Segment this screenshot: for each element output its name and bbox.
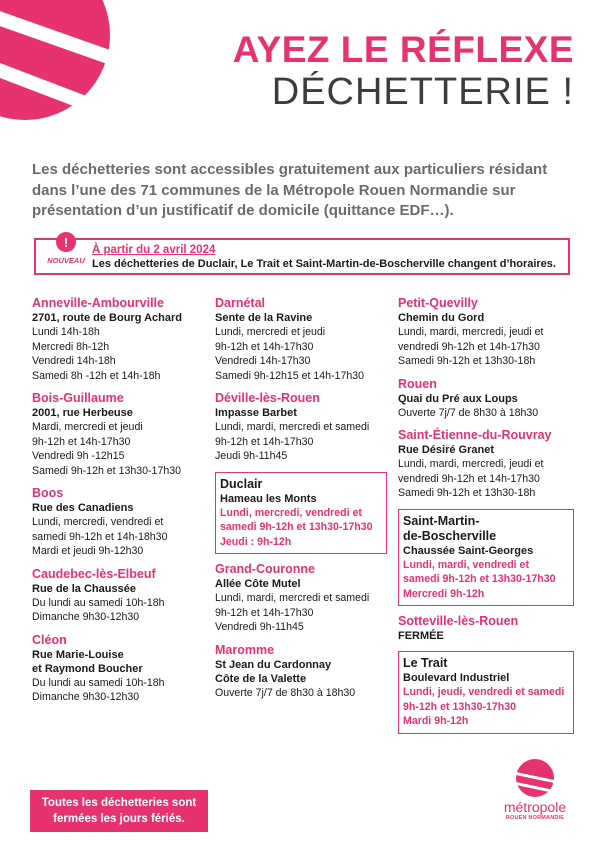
site-address: Impasse Barbet bbox=[215, 407, 297, 419]
opening-hours: Mercredi 8h-12h bbox=[32, 340, 110, 353]
opening-hours: Samedi 9h-12h15 et 14h-17h30 bbox=[215, 369, 365, 382]
svg-text:!: ! bbox=[63, 235, 69, 250]
new-opening-hours: 9h-12h et 13h30-17h30 bbox=[403, 700, 517, 713]
site-address: Chaussée Saint-Georges bbox=[403, 544, 534, 557]
site-name: Sotteville-lès-Rouen bbox=[398, 614, 519, 628]
site-entry bbox=[398, 509, 574, 607]
site-name: Rouen bbox=[398, 376, 437, 391]
site-name: Caudebec-lès-Elbeuf bbox=[32, 566, 156, 581]
metropole-logo-icon bbox=[513, 758, 557, 798]
site-entry bbox=[215, 296, 387, 383]
title-line-1: AYEZ LE RÉFLEXE bbox=[232, 29, 574, 70]
site-name: Le Trait bbox=[403, 656, 448, 670]
new-opening-hours: samedi 9h-12h et 13h30-17h30 bbox=[403, 573, 556, 585]
opening-hours: samedi 9h-12h et 14h-18h30 bbox=[32, 530, 168, 543]
site-address: Hameau les Monts bbox=[220, 492, 317, 505]
column-2 bbox=[215, 296, 387, 708]
opening-hours: Mardi, mercredi et jeudi bbox=[32, 421, 143, 433]
opening-hours: Du lundi au samedi 10h-18h bbox=[32, 596, 165, 609]
column-1 bbox=[32, 296, 202, 713]
site-address: Rue des Canadiens bbox=[32, 502, 134, 514]
opening-hours: Samedi 8h -12h et 14h-18h bbox=[32, 369, 161, 382]
site-name: Maromme bbox=[215, 642, 275, 657]
new-opening-hours: Jeudi : 9h-12h bbox=[220, 535, 292, 548]
site-name: Darnétal bbox=[215, 296, 266, 310]
site-entry bbox=[32, 486, 202, 559]
site-address: Rue Désiré Granet bbox=[398, 444, 494, 456]
opening-hours: Vendredi 9h -12h15 bbox=[32, 450, 125, 462]
notice-text: Les déchetteries de Duclair, Le Trait et Saint-Martin-de-Boscherville changent d’horaires. bbox=[92, 258, 556, 270]
opening-hours: Samedi 9h-12h et 13h30-18h bbox=[398, 355, 536, 367]
column-3 bbox=[398, 296, 574, 742]
opening-hours: 9h-12h et 14h-17h30 bbox=[215, 340, 314, 353]
site-address: Côte de la Valette bbox=[215, 672, 307, 685]
opening-hours: vendredi 9h-12h et 14h-17h30 bbox=[398, 472, 540, 485]
new-opening-hours: Lundi, mardi, vendredi et bbox=[403, 558, 529, 571]
opening-hours: Vendredi 14h-18h bbox=[32, 355, 116, 367]
new-opening-hours: Lundi, mercredi, vendredi et bbox=[220, 506, 362, 519]
site-address: et Raymond Boucher bbox=[32, 662, 143, 675]
site-name: Cléon bbox=[32, 632, 67, 647]
opening-hours: Vendredi 9h-11h45 bbox=[215, 621, 304, 633]
notice-date: À partir du 2 avril 2024 bbox=[92, 244, 216, 256]
site-name: Duclair bbox=[220, 476, 263, 491]
site-name: Boos bbox=[32, 486, 64, 500]
opening-hours: Mardi et jeudi 9h-12h30 bbox=[32, 545, 144, 557]
site-address: Boulevard Industriel bbox=[403, 672, 510, 684]
site-entry bbox=[398, 377, 574, 421]
site-name: Anneville-Ambourville bbox=[32, 296, 164, 310]
site-name: Petit-Quevilly bbox=[398, 296, 478, 310]
opening-hours: 9h-12h et 14h-17h30 bbox=[215, 606, 314, 619]
opening-hours: Lundi, mercredi et jeudi bbox=[215, 326, 326, 338]
new-badge-icon bbox=[40, 230, 92, 270]
logo-name: métropole bbox=[503, 799, 567, 815]
site-address: Rue de la Chaussée bbox=[32, 582, 136, 595]
site-address: Allée Côte Mutel bbox=[215, 578, 301, 590]
title-line-2: DÉCHETTERIE ! bbox=[271, 71, 574, 113]
opening-hours: Lundi, mardi, mercredi, jeudi et bbox=[398, 326, 544, 338]
opening-hours: Lundi, mardi, mercredi et samedi bbox=[215, 592, 370, 604]
site-name: Bois-Guillaume bbox=[32, 391, 124, 405]
site-name: Grand-Couronne bbox=[215, 562, 315, 576]
page-title bbox=[233, 30, 574, 114]
notice-box bbox=[34, 235, 570, 275]
site-name: Saint-Martin- bbox=[403, 513, 480, 528]
holiday-notice: Toutes les déchetteries sont fermées les jours fériés. bbox=[30, 790, 208, 832]
opening-hours: Samedi 9h-12h et 13h30-17h30 bbox=[32, 464, 182, 477]
opening-hours: Ouverte 7j/7 de 8h30 à 18h30 bbox=[215, 686, 356, 699]
opening-hours: Lundi, mardi, mercredi, jeudi et bbox=[398, 458, 544, 470]
site-entry bbox=[32, 296, 202, 383]
new-opening-hours: samedi 9h-12h et 13h30-17h30 bbox=[220, 521, 373, 533]
site-entry bbox=[32, 391, 202, 478]
opening-hours: Dimanche 9h30-12h30 bbox=[32, 691, 140, 703]
opening-hours: Lundi, mardi, mercredi et samedi bbox=[215, 421, 370, 433]
site-entry bbox=[398, 296, 574, 369]
site-entry bbox=[32, 633, 202, 705]
opening-hours: Ouverte 7j/7 de 8h30 à 18h30 bbox=[398, 406, 539, 419]
opening-hours: Dimanche 9h30-12h30 bbox=[32, 611, 140, 623]
opening-hours: Vendredi 14h-17h30 bbox=[215, 355, 311, 367]
new-opening-hours: Lundi, jeudi, vendredi et samedi bbox=[403, 686, 565, 698]
site-entry bbox=[215, 391, 387, 464]
site-name: Saint-Étienne-du-Rouvray bbox=[398, 428, 552, 442]
logo-subtitle: ROUEN NORMANDIE bbox=[505, 815, 565, 821]
site-address: Rue Marie-Louise bbox=[32, 648, 124, 661]
site-address: St Jean du Cardonnay bbox=[215, 658, 332, 671]
opening-hours: 9h-12h et 14h-17h30 bbox=[215, 435, 314, 448]
site-entry bbox=[398, 651, 574, 734]
site-address: Chemin du Gord bbox=[398, 312, 485, 324]
site-name: de-Boscherville bbox=[403, 528, 497, 543]
new-opening-hours: Mardi 9h-12h bbox=[403, 715, 469, 727]
site-address: 2001, rue Herbeuse bbox=[32, 407, 133, 419]
site-entry bbox=[215, 643, 387, 701]
opening-hours: Du lundi au samedi 10h-18h bbox=[32, 676, 165, 689]
intro-paragraph: Les déchetteries sont accessibles gratuitement aux particuliers résidant dans l’une des 71 communes de la Métropole Rouen Normandie sur présentation d’un justificatif de domicile (quittance EDF…). bbox=[32, 161, 548, 219]
opening-hours: vendredi 9h-12h et 14h-17h30 bbox=[398, 340, 540, 353]
metropole-logo bbox=[500, 758, 570, 821]
site-entry bbox=[398, 614, 574, 643]
site-name: Déville-lès-Rouen bbox=[215, 391, 320, 405]
opening-hours: Lundi 14h-18h bbox=[32, 326, 100, 338]
new-badge-label: NOUVEAU bbox=[47, 256, 85, 265]
new-opening-hours: Mercredi 9h-12h bbox=[403, 587, 485, 600]
site-address: FERMÉE bbox=[398, 630, 444, 642]
site-entry bbox=[215, 472, 387, 555]
site-entry bbox=[215, 562, 387, 635]
opening-hours: Lundi, mercredi, vendredi et bbox=[32, 516, 164, 528]
site-entry bbox=[398, 428, 574, 501]
opening-hours: 9h-12h et 14h-17h30 bbox=[32, 435, 131, 448]
site-entry bbox=[32, 567, 202, 625]
opening-hours: Jeudi 9h-11h45 bbox=[215, 450, 288, 462]
decorative-circle-graphic bbox=[0, 0, 110, 140]
opening-hours: Samedi 9h-12h et 13h30-18h bbox=[398, 487, 536, 499]
site-address: 2701, route de Bourg Achard bbox=[32, 312, 182, 324]
site-address: Quai du Pré aux Loups bbox=[398, 392, 518, 405]
site-address: Sente de la Ravine bbox=[215, 312, 313, 324]
